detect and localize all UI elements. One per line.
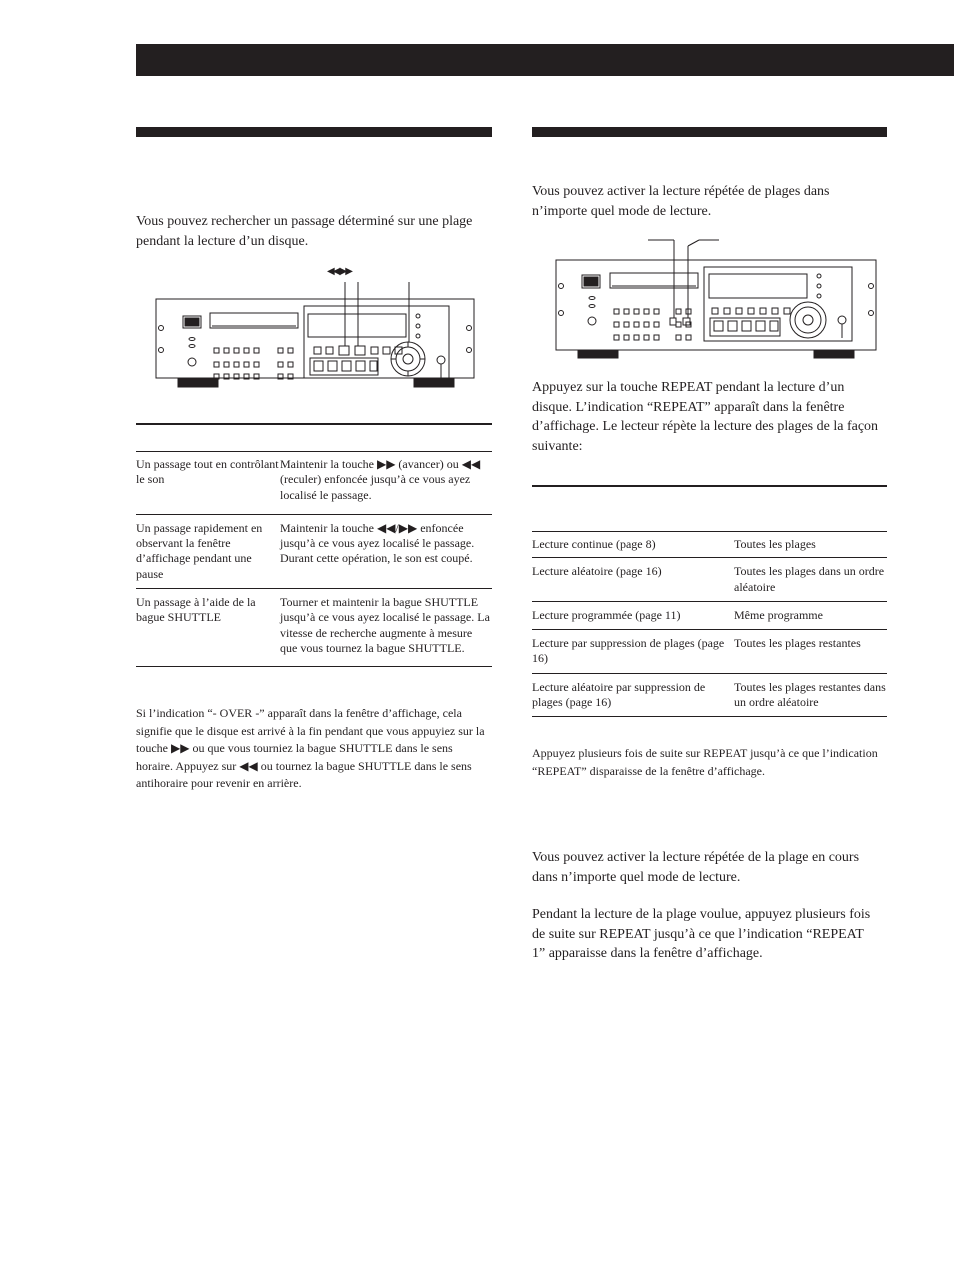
header-bar bbox=[136, 44, 954, 76]
table-cell: Un passage à l’aide de la bague SHUTTLE bbox=[136, 595, 256, 625]
table-cell: Lecture par suppression de plages (page 16) bbox=[532, 636, 725, 666]
left-intro: Vous pouvez rechercher un passage déterminé sur une plage pendant la lecture d’un disque. bbox=[136, 214, 473, 249]
table-cell: Lecture programmée (page 11) bbox=[532, 607, 681, 622]
table-cell: Maintenir la touche ▶▶ (avancer) ou ◀◀ (reculer) enfoncée jusqu’à ce vous ayez localisé le passage. bbox=[280, 457, 481, 502]
right-instruction: Appuyez sur la touche REPEAT pendant la lecture d’un disque. L’indication “REPEAT” apparaît dans la fenêtre d’affichage. Le lecteur répète la lecture des plages de la façon suivante: bbox=[532, 380, 879, 454]
table-cell: Lecture aléatoire (page 16) bbox=[532, 564, 662, 579]
left-table-top-rule bbox=[136, 423, 492, 425]
table-cell: Toutes les plages restantes bbox=[734, 636, 861, 651]
right-table-top-rule bbox=[532, 485, 887, 487]
left-table-bottom-rule bbox=[136, 666, 492, 667]
table-row bbox=[136, 457, 492, 514]
cd-player-illustration-left bbox=[150, 278, 480, 404]
right-repeat1-instruction: Pendant la lecture de la plage voulue, appuyez plusieurs fois de suite sur REPEAT jusqu’à ce que l’indication “REPEAT 1” apparaisse dans la fenêtre d’affichage. bbox=[532, 907, 871, 961]
table-cell: Un passage tout en contrôlant le son bbox=[136, 457, 279, 487]
rew-ff-label: ◀◀ ▶▶ bbox=[327, 266, 351, 277]
table-row bbox=[532, 601, 887, 629]
right-repeat1-intro: Vous pouvez activer la lecture répétée de la plage en cours dans n’importe quel mode de lecture. bbox=[532, 850, 860, 885]
left-search-table bbox=[136, 457, 492, 662]
table-cell: Toutes les plages restantes dans un ordre aléatoire bbox=[734, 679, 886, 710]
table-cell: Lecture continue (page 8) bbox=[532, 537, 656, 551]
table-cell: Toutes les plages dans un ordre aléatoire bbox=[734, 564, 885, 594]
right-repeat-table bbox=[532, 531, 887, 717]
table-row bbox=[532, 531, 887, 558]
table-cell: Même programme bbox=[734, 607, 823, 622]
table-cell: Lecture aléatoire par suppression de plages (page 16) bbox=[532, 679, 706, 710]
table-row bbox=[136, 514, 492, 588]
table-row bbox=[532, 673, 887, 717]
left-note: Si l’indication “- OVER -” apparaît dans la fenêtre d’affichage, cela signifie que le disque est arrivé à la fin pendant que vous appuyiez sur la touche ▶▶ ou que vous tourniez la bague SHUTTLE dans le sens horaire. Appuyez sur ◀◀ ou tournez la bague SHUTTLE dans le sens antihoraire pour revenir en arrière. bbox=[136, 706, 485, 790]
table-cell: Toutes les plages bbox=[734, 537, 816, 551]
right-section-rule bbox=[532, 127, 887, 137]
table-cell: Tourner et maintenir la bague SHUTTLE jusqu’à ce vous ayez localisé le passage. La vitesse de recherche augmente à mesure que vous tournez la bague SHUTTLE. bbox=[280, 595, 490, 655]
right-cancel-note: Appuyez plusieurs fois de suite sur REPEAT jusqu’à ce que l’indication “REPEAT” disparaisse de la fenêtre d’affichage. bbox=[532, 746, 878, 778]
table-row bbox=[136, 589, 492, 663]
cd-player-illustration-right bbox=[552, 238, 882, 360]
left-section-rule bbox=[136, 127, 492, 137]
left-table-header-rule bbox=[136, 451, 492, 452]
right-intro: Vous pouvez activer la lecture répétée de plages dans n’importe quel mode de lecture. bbox=[532, 184, 830, 219]
table-cell: Un passage rapidement en observant la fenêtre d’affichage pendant une pause bbox=[136, 520, 263, 581]
table-row bbox=[532, 630, 887, 674]
table-row bbox=[532, 558, 887, 602]
table-cell: Maintenir la touche ◀◀/▶▶ enfoncée jusqu’à ce vous ayez localisé le passage. Durant cette opération, le son est coupé. bbox=[280, 520, 475, 566]
